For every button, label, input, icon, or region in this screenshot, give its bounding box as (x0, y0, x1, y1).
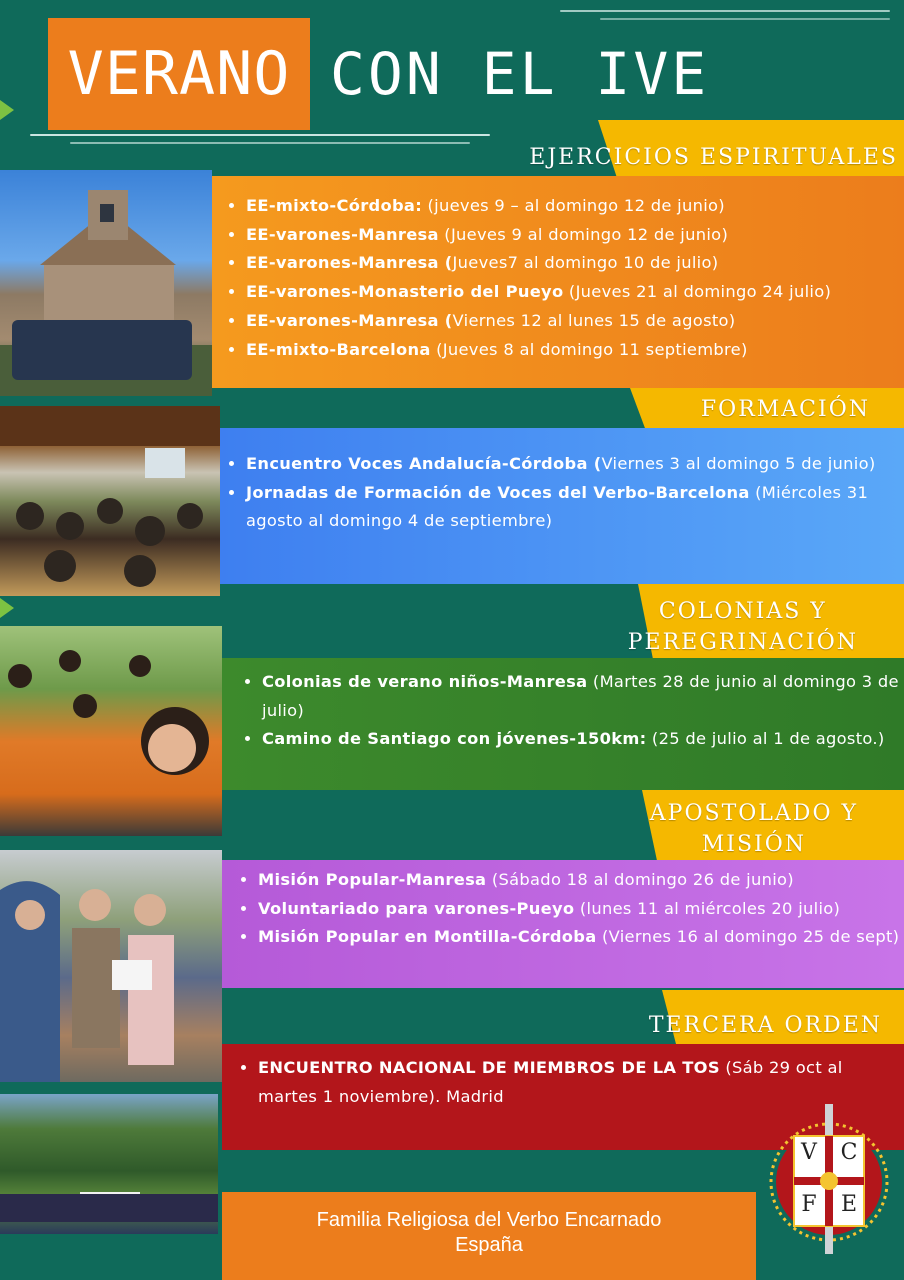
section-title: COLONIAS Y PEREGRINACIÓN (627, 599, 858, 655)
group-outdoor-photo (0, 1094, 218, 1234)
event-item (262, 725, 904, 754)
event-name: Jornadas de Formación de Voces del Verbo-Barcelona (246, 482, 750, 502)
event-name: Voluntariado para varones-Pueyo (258, 898, 575, 918)
event-item (246, 249, 904, 278)
emblem-letter: V (801, 1140, 817, 1165)
mission-photo (0, 850, 222, 1082)
event-name: Encuentro Voces Andalucía-Córdoba ( (246, 454, 602, 473)
section-title: EJERCICIOS ESPIRITUALES (529, 145, 898, 170)
event-item (258, 895, 904, 924)
event-item (258, 923, 904, 952)
title-highlight: VERANO (67, 39, 291, 109)
event-list (220, 450, 904, 536)
event-item (246, 336, 904, 365)
accent-triangle (0, 100, 14, 120)
formation-meeting-photo (0, 406, 220, 596)
emblem-letter: C (840, 1140, 858, 1165)
event-dates: (25 de julio al 1 de agosto.) (646, 729, 885, 749)
event-dates: Jueves7 al domingo 10 de julio) (452, 253, 719, 273)
decorative-line (560, 10, 890, 12)
emblem-letter: F (801, 1192, 817, 1217)
event-dates: Viernes 3 al domingo 5 de junio) (601, 454, 876, 473)
event-dates: (Sábado 18 al domingo 26 de junio) (486, 870, 794, 889)
vcfe-emblem (768, 1100, 890, 1270)
chapel-group-photo (0, 170, 212, 396)
event-dates: (Jueves 8 al domingo 11 septiembre) (430, 339, 748, 359)
event-item (246, 192, 904, 221)
event-dates: (Sáb 29 oct al martes 1 noviembre). Madrid (258, 1058, 843, 1106)
event-dates: Viernes 12 al lunes 15 de agosto) (452, 310, 736, 330)
event-dates: (Jueves 21 al domingo 24 julio) (563, 282, 832, 302)
event-name: EE-mixto-Córdoba: (246, 196, 423, 215)
decorative-line (30, 134, 490, 136)
event-item (258, 866, 904, 895)
section-title: APOSTOLADO Y MISIÓN (649, 801, 858, 857)
section-panel-colonias (222, 658, 904, 790)
event-list (232, 866, 904, 952)
section-panel-formacion (220, 428, 904, 584)
event-item (246, 450, 904, 479)
event-name: ENCUENTRO NACIONAL DE MIEMBROS DE LA TOS (258, 1058, 720, 1077)
accent-triangle (0, 598, 14, 618)
emblem-letter: E (840, 1192, 858, 1217)
event-item (246, 307, 904, 336)
event-dates: (Viernes 16 al domingo 25 de sept) (596, 927, 900, 947)
section-title: TERCERA ORDEN (648, 1013, 882, 1038)
footer-line: Familia Religiosa del Verbo Encarnado (316, 1209, 662, 1231)
footer (222, 1208, 756, 1258)
event-list (220, 192, 904, 364)
event-item (246, 278, 904, 307)
decorative-line (600, 18, 890, 20)
event-item (262, 668, 904, 725)
event-dates: (jueves 9 – al domingo 12 de junio) (422, 196, 725, 215)
event-list (236, 668, 904, 754)
event-name: Misión Popular en Montilla-Córdoba (258, 927, 597, 947)
title-rest: CON EL IVE (330, 40, 710, 108)
decorative-line (70, 142, 470, 144)
event-item (246, 479, 904, 536)
footer-country: España (455, 1234, 523, 1256)
event-name: EE-varones-Manresa (246, 224, 439, 244)
event-name: Misión Popular-Manresa (258, 870, 487, 889)
event-name: Colonias de verano niños-Manresa (262, 672, 588, 691)
event-dates: (Miércoles 31 agosto al domingo 4 de septiembre) (246, 482, 869, 531)
event-dates: (Martes 28 de junio al domingo 3 de julio) (262, 672, 899, 720)
event-dates: (lunes 11 al miércoles 20 julio) (574, 898, 841, 918)
event-name: EE-varones-Manresa ( (246, 253, 453, 273)
section-panel-ejercicios (212, 176, 904, 388)
event-name: EE-mixto-Barcelona (246, 339, 431, 359)
event-name: Camino de Santiago con jóvenes-150km: (262, 729, 647, 749)
section-title: FORMACIÓN (700, 397, 870, 422)
event-item (246, 221, 904, 250)
event-name: EE-varones-Manresa ( (246, 310, 453, 330)
event-dates: (Jueves 9 al domingo 12 de junio) (438, 224, 729, 244)
youth-group-photo (0, 626, 222, 836)
event-name: EE-varones-Monasterio del Pueyo (246, 282, 564, 302)
section-panel-apostolado (222, 860, 904, 988)
